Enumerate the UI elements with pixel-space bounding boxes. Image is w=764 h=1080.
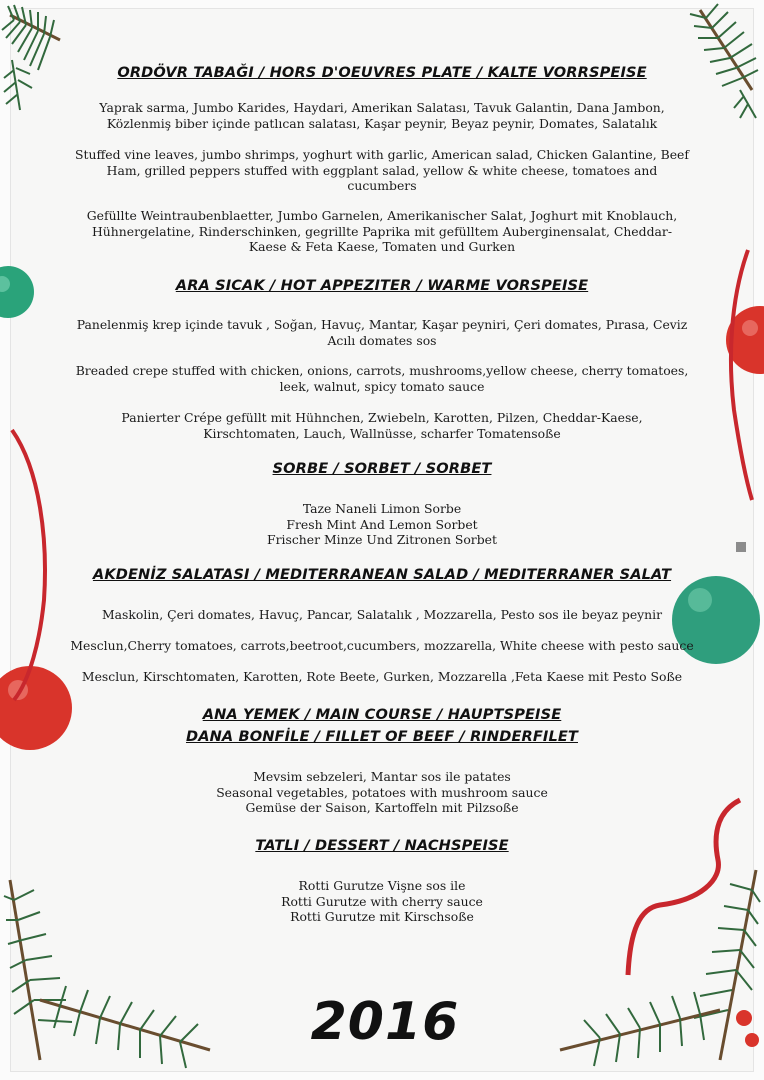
section-subtitle-block [70, 728, 694, 745]
section-paragraph [70, 100, 694, 131]
red-berry [736, 1010, 752, 1026]
section-paragraph [70, 607, 694, 623]
menu-line: Gemüse der Saison, Kartoffeln mit Pilzsoße [245, 800, 519, 816]
menu-line: Rotti Gurutze Vişne sos ile [298, 878, 466, 893]
section-paragraph [70, 769, 694, 816]
menu-line: Ham, grilled peppers stuffed with eggplant salad, yellow & white cheese, tomatoes and [106, 162, 658, 178]
section-title: ANA YEMEK / MAIN COURSE / HAUPTSPEISE [202, 706, 562, 723]
menu-line: Frischer Minze Und Zitronen Sorbet [267, 532, 497, 548]
menu-line: Gefüllte Weintraubenblaetter, Jumbo Garnelen, Amerikanischer Salat, Joghurt mit Knoblauch, [86, 208, 678, 223]
menu-line: Rotti Gurutze mit Kirschsoße [290, 909, 474, 925]
menu-line: Fresh Mint And Lemon Sorbet [286, 516, 478, 532]
section-paragraph [70, 147, 694, 194]
menu-line: Acılı domates sos [327, 332, 437, 348]
menu-line: Panierter Crépe gefüllt mit Hühnchen, Zwiebeln, Karotten, Pilzen, Cheddar-Kaese, [121, 410, 643, 425]
section-subtitle: DANA BONFİLE / FILLET OF BEEF / RINDERFILET [185, 728, 578, 745]
menu-line: Stuffed vine leaves, jumbo shrimps, yoghurt with garlic, American salad, Chicken Galantine, Beef [75, 147, 689, 162]
menu-line: leek, walnut, spicy tomato sauce [279, 378, 485, 394]
menu-line: Breaded crepe stuffed with chicken, onions, carrots, mushrooms,yellow cheese, cherry tomatoes, [75, 363, 689, 378]
menu-line: Közlenmiş biber içinde patlıcan salatası, Kaşar peynir, Beyaz peynir, Domates, Salatalık [106, 115, 658, 131]
section-title: SORBE / SORBET / SORBET [272, 460, 492, 477]
section-paragraph [70, 501, 694, 548]
section-paragraph [70, 878, 694, 925]
section-title: ORDÖVR TABAĞI / HORS D'OEUVRES PLATE / KALTE VORRSPEISE [117, 64, 647, 81]
section-dessert [70, 837, 694, 854]
menu-line: Maskolin, Çeri domates, Havuç, Pancar, Salatalık , Mozzarella, Pesto sos ile beyaz peynir [101, 607, 663, 622]
menu-line: Hühnergelatine, Rinderschinken, gegrillte Paprika mit gefülltem Auberginensalat, Cheddar- [92, 223, 672, 239]
section-paragraph [70, 410, 694, 441]
section-paragraph [70, 208, 694, 255]
menu-line: Kirschtomaten, Lauch, Wallnüsse, scharfer Tomatensoße [203, 425, 561, 441]
pine-branch-top-right [690, 4, 758, 118]
menu-line: Yaprak sarma, Jumbo Karides, Haydari, Amerikan Salatası, Tavuk Galantin, Dana Jambon, [99, 100, 665, 115]
section-sorbet [70, 460, 694, 477]
section-paragraph [70, 638, 694, 654]
ribbon-left [12, 430, 45, 700]
pine-branch-top-left [2, 5, 60, 110]
section-hot-appetizer [70, 277, 694, 294]
ornament-green-left [0, 266, 34, 318]
menu-line: Mesclun,Cherry tomatoes, carrots,beetroot,cucumbers, mozzarella, White cheese with pesto sauce [70, 638, 694, 653]
section-paragraph [70, 317, 694, 348]
menu-line: Mevsim sebzeleri, Mantar sos ile patates [253, 769, 511, 784]
menu-line: Seasonal vegetables, potatoes with mushroom sauce [216, 784, 548, 800]
section-paragraph [70, 363, 694, 394]
section-mediterranean-salad [70, 566, 694, 583]
section-paragraph [70, 669, 694, 685]
menu-line: Rotti Gurutze with cherry sauce [281, 893, 483, 909]
menu-line: Kaese & Feta Kaese, Tomaten und Gurken [248, 239, 516, 255]
section-title: AKDENİZ SALATASI / MEDITERRANEAN SALAD / MEDITERRANER SALAT [92, 566, 672, 583]
section-main-course [70, 706, 694, 723]
year-label: 2016 [310, 992, 460, 1052]
menu-line: Taze Naneli Limon Sorbe [302, 501, 462, 516]
menu-line: cucumbers [347, 178, 417, 194]
menu-line: Mesclun, Kirschtomaten, Karotten, Rote Beete, Gurken, Mozzarella ,Feta Kaese mit Pesto Soße [81, 669, 683, 684]
ornament-red-left [0, 666, 72, 750]
menu-line: Panelenmiş krep içinde tavuk , Soğan, Havuç, Mantar, Kaşar peyniri, Çeri domates, Pırasa, Ceviz [76, 317, 688, 332]
section-title: ARA SICAK / HOT APPEZITER / WARME VORSPEISE [175, 277, 589, 294]
section-title: TATLI / DESSERT / NACHSPEISE [255, 837, 509, 854]
ribbon-right-upper [731, 250, 752, 500]
section-hors-doeuvres [70, 64, 694, 81]
